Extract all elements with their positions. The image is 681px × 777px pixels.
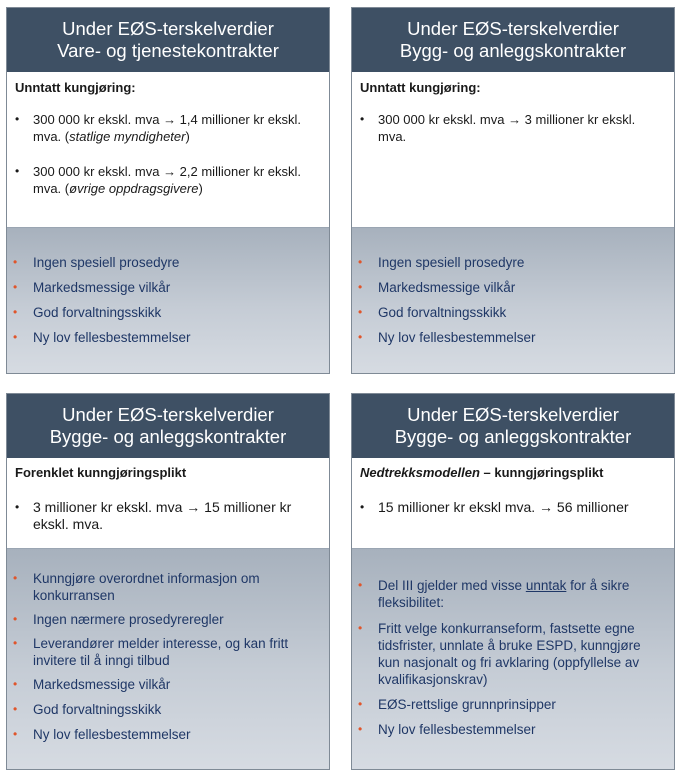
list-item: • EØS-rettslige grunnprinsipper (358, 697, 556, 712)
list-item: • Ny lov fellesbestemmelser (358, 722, 536, 737)
card-middle (7, 458, 329, 548)
card-title-line2: Bygge- og anleggskontrakter (49, 426, 287, 447)
list-item: • Markedsmessige vilkår (358, 280, 516, 295)
threshold-bullet: • 300 000 kr ekskl. mva → 3 millioner kr ekskl. mva. (360, 112, 636, 144)
card-bygg-anlegg-1 (351, 7, 675, 374)
card-header (352, 394, 674, 458)
list-item: • Fritt velge konkurranseform, fastsette egne tidsfrister, unnlate å bruke ESPD, kunngjøre kun nasjonalt og fri avklaring (oppfyllelse av kvalifikasjonskrav) (358, 621, 641, 687)
list-item: • Markedsmessige vilkår (13, 677, 171, 692)
card-middle (352, 72, 674, 227)
card-header (7, 394, 329, 458)
card-title-line1: Under EØS-terskelverdier (62, 404, 274, 425)
arrow-right-icon: → (508, 112, 522, 127)
mid-title: Unntatt kungjøring: (15, 80, 136, 95)
list-item: • Ingen nærmere prosedyreregler (13, 612, 224, 627)
rules-list (358, 254, 664, 346)
list-item: • Ny lov fellesbestemmelser (358, 330, 536, 345)
mid-title: Forenklet kunngjøringsplikt (15, 465, 187, 480)
list-item: • Ingen spesiell prosedyre (13, 255, 180, 270)
card-bottom (7, 548, 329, 769)
threshold-bullet: • 300 000 kr ekskl. mva → 2,2 millioner kr ekskl. mva. (øvrige oppdragsgivere) (15, 164, 302, 196)
mid-title: Unntatt kungjøring: (360, 80, 481, 95)
mid-title: Nedtrekksmodellen – kunngjøringsplikt (360, 465, 604, 480)
card-vare-tjeneste (6, 7, 330, 374)
list-item: • Ny lov fellesbestemmelser (13, 727, 191, 742)
list-item: • Ny lov fellesbestemmelser (13, 330, 191, 345)
card-title-line1: Under EØS-terskelverdier (407, 18, 619, 39)
card-title-line2: Vare- og tjenestekontrakter (57, 40, 279, 61)
list-item: • Del III gjelder med visse unntak for å sikre fleksibilitet: (358, 578, 630, 610)
card-header (7, 8, 329, 72)
card-title-line2: Bygge- og anleggskontrakter (394, 426, 632, 447)
card-bottom (7, 227, 329, 373)
rules-list (13, 570, 319, 743)
arrow-right-icon: → (186, 499, 201, 515)
rules-list (13, 254, 319, 346)
card-middle (352, 458, 674, 548)
card-title-line1: Under EØS-terskelverdier (62, 18, 274, 39)
card-forenklet-kunngjoring (6, 393, 330, 770)
arrow-right-icon: → (539, 499, 554, 515)
list-item: • Markedsmessige vilkår (13, 280, 171, 295)
arrow-right-icon: → (163, 164, 177, 179)
list-item: • God forvaltningsskikk (13, 305, 162, 320)
card-bottom (352, 227, 674, 373)
bullet-dot: • (360, 112, 365, 126)
bullet-dot: • (15, 112, 20, 126)
threshold-bullet: • 300 000 kr ekskl. mva → 1,4 millioner kr ekskl. mva. (statlige myndigheter) (15, 112, 302, 144)
arrow-right-icon: → (163, 112, 177, 127)
bullet-dot: • (360, 500, 365, 514)
rules-list (358, 577, 664, 738)
list-item: • Kunngjøre overordnet informasjon om konkurransen (13, 571, 260, 603)
list-item: • Ingen spesiell prosedyre (358, 255, 525, 270)
card-header (352, 8, 674, 72)
bullet-dot: • (15, 500, 20, 514)
threshold-bullet: • 3 millioner kr ekskl. mva → 15 millioner kr ekskl. mva. (15, 499, 292, 532)
card-middle (7, 72, 329, 227)
card-bottom (352, 548, 674, 769)
bullet-dot: • (15, 164, 20, 178)
list-item: • God forvaltningsskikk (13, 702, 162, 717)
list-item: • God forvaltningsskikk (358, 305, 507, 320)
card-nedtrekksmodellen (351, 393, 675, 770)
threshold-bullet: • 15 millioner kr ekskl mva. → 56 millioner (360, 499, 629, 515)
card-title-line2: Bygg- og anleggskontrakter (399, 40, 627, 61)
list-item: • Leverandører melder interesse, og kan fritt invitere til å inngi tilbud (13, 636, 289, 668)
unntak-link[interactable]: unntak (525, 578, 567, 593)
card-title-line1: Under EØS-terskelverdier (407, 404, 619, 425)
